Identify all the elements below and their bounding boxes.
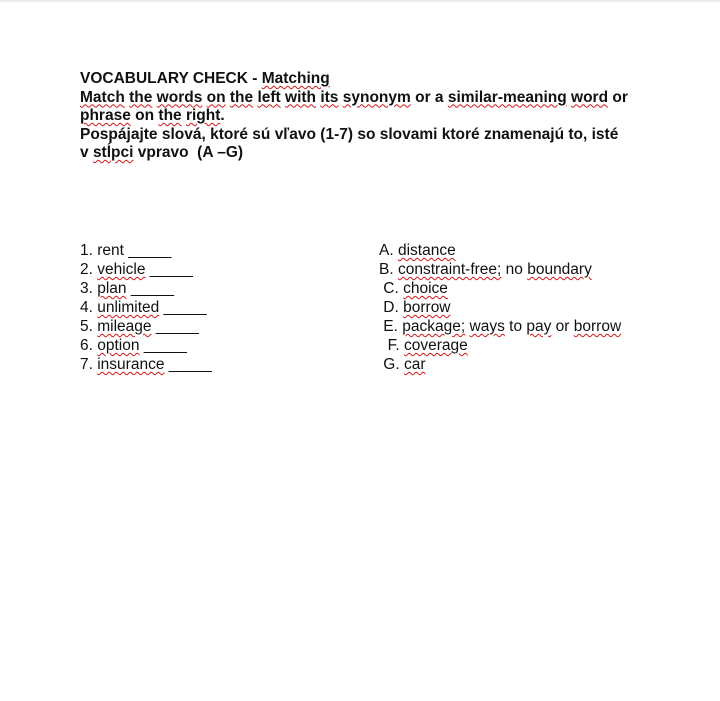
left-word-list — [80, 241, 212, 374]
answer-blank[interactable]: _____ — [139, 337, 187, 354]
list-item: 2. vehicle _____ — [80, 261, 193, 278]
list-item: 1. rent _____ — [80, 242, 172, 259]
title-word: Matching — [261, 70, 330, 87]
answer-blank[interactable]: _____ — [123, 242, 172, 259]
instruction-english-line-1 — [80, 89, 680, 108]
list-item: 3. plan _____ — [80, 280, 174, 297]
list-item: 6. option _____ — [80, 337, 187, 354]
exercise-title — [80, 70, 680, 89]
list-item: A. distance — [379, 242, 456, 259]
instruction-slovak-line-1: Pospájajte slová, ktoré sú vľavo (1-7) so slovami ktoré znamenajú to, isté — [80, 125, 619, 143]
answer-blank[interactable]: _____ — [159, 299, 207, 316]
list-item: 4. unlimited _____ — [80, 299, 207, 316]
instruction-english-line-2: phrase on the right. — [80, 107, 225, 124]
list-item: D. borrow — [379, 299, 451, 316]
answer-blank[interactable]: _____ — [164, 356, 212, 373]
title-prefix: VOCABULARY CHECK - — [80, 70, 262, 87]
definition-b: constraint-free; no boundary — [397, 261, 592, 278]
list-item: B. constraint-free; no boundary — [379, 261, 592, 278]
list-item: C. choice — [379, 280, 448, 297]
right-definition-list — [379, 241, 621, 374]
instruction-slovak-line-2: v stĺpci vpravo (A –G) — [80, 144, 244, 161]
list-item: 5. mileage _____ — [80, 318, 199, 335]
list-item: 7. insurance _____ — [80, 356, 212, 373]
definition-e: package; ways to pay or borrow — [402, 318, 622, 335]
top-edge-shade — [0, 0, 720, 3]
list-item: F. coverage — [379, 337, 468, 354]
list-item: E. package; ways to pay or borrow — [379, 318, 622, 335]
answer-blank[interactable]: _____ — [151, 318, 199, 335]
instr-en-1: Match the words on the left with its synonym or a similar-meaning word or — [80, 88, 628, 106]
answer-blank[interactable]: _____ — [145, 261, 193, 278]
answer-blank[interactable]: _____ — [126, 280, 174, 297]
list-item: G. car — [379, 356, 426, 373]
exercise-header — [80, 70, 680, 163]
